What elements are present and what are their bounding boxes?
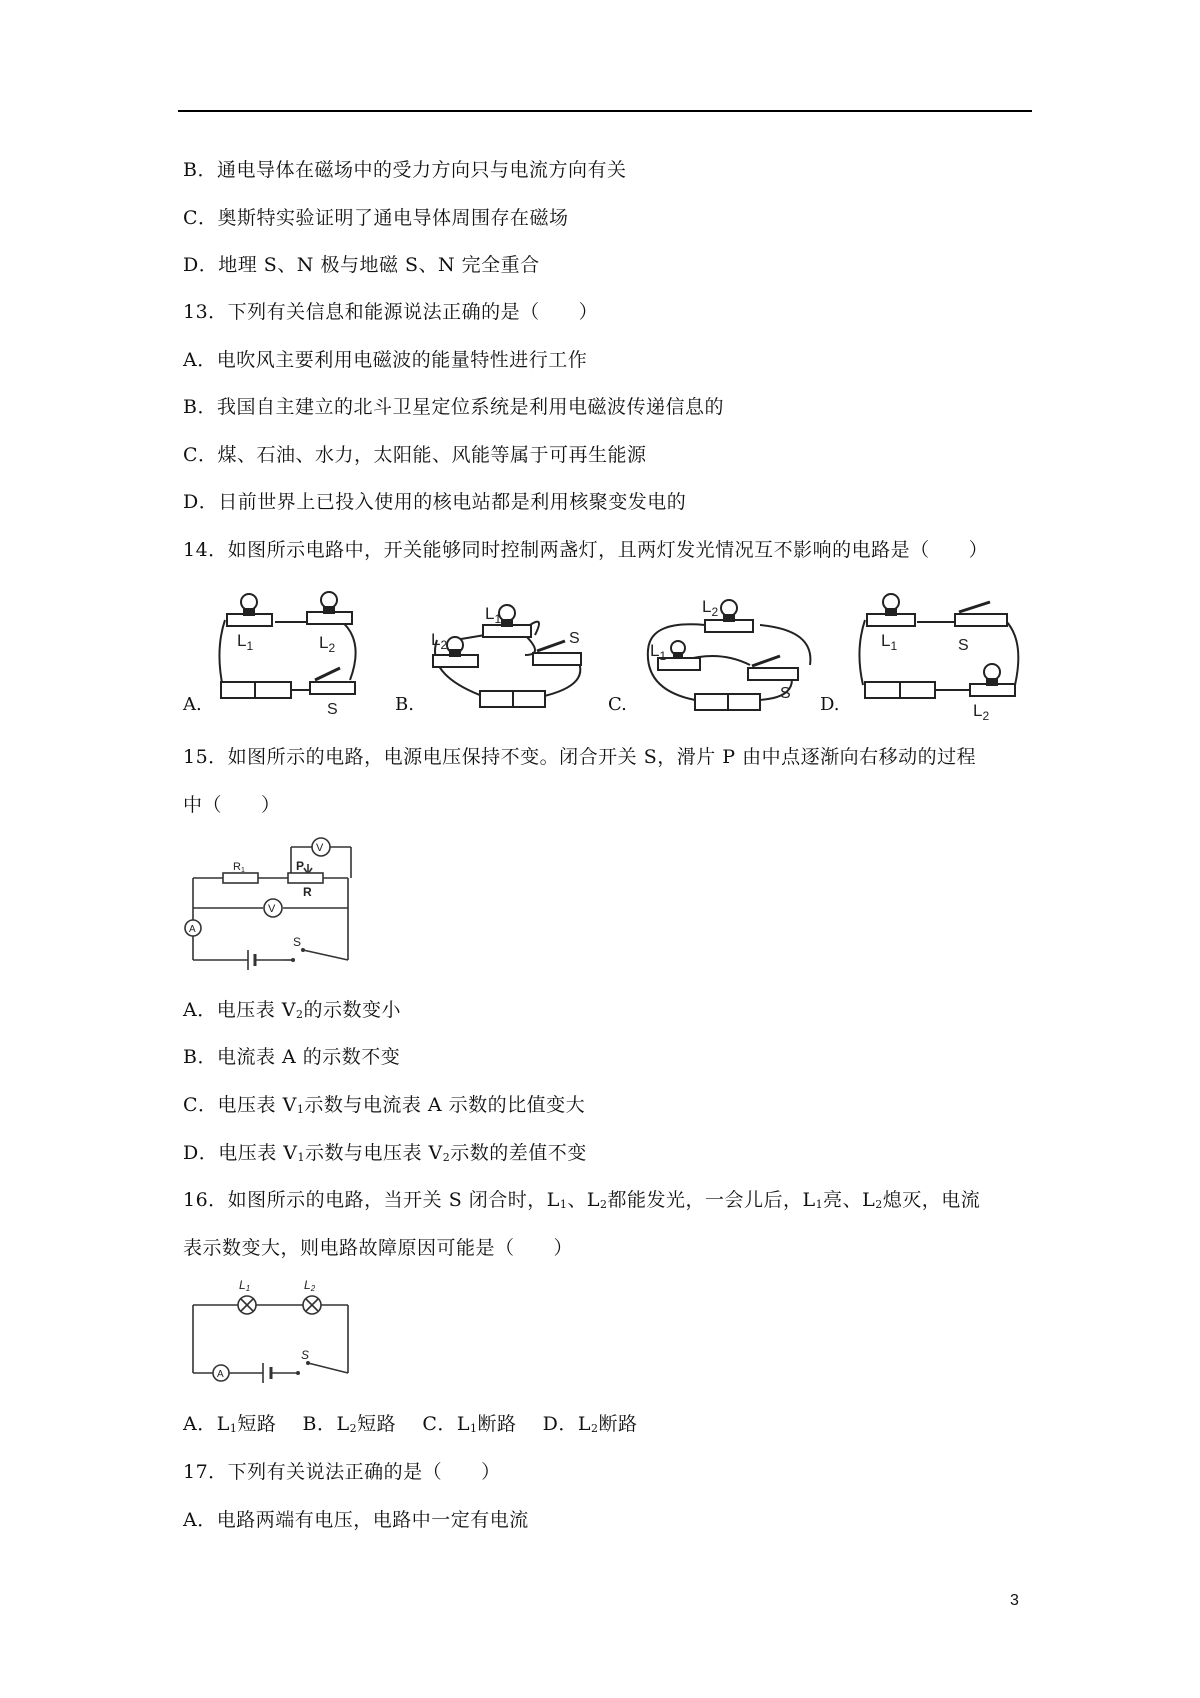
switch-s-icon: [310, 668, 355, 694]
q14-circuit-c: [640, 590, 820, 720]
svg-text:V: V: [268, 903, 276, 915]
q13-option-a: A．电吹风主要利用电磁波的能量特性进行工作: [183, 349, 588, 371]
svg-text:L2: $L_2$: [973, 701, 990, 723]
q14-label-d: D.: [820, 694, 840, 715]
battery-icon: [248, 950, 255, 970]
q15-stem-line1: 15．如图所示的电路，电源电压保持不变。闭合开关 S，滑片 P 由中点逐渐向右移动的过程: [183, 746, 977, 768]
q16-options: A．$L_1$短路 B．$L_2$短路 C．$L_1$断路 D．$L_2$断路: [183, 1413, 638, 1435]
lamp-l2-icon: [970, 664, 1015, 696]
q13-stem: 13．下列有关信息和能源说法正确的是（ ）: [183, 301, 599, 323]
q13-option-d: D．日前世界上已投入使用的核电站都是利用核聚变发电的: [183, 491, 687, 513]
page-number: 3: [1010, 1592, 1019, 1609]
q14-stem: 14．如图所示电路中，开关能够同时控制两盏灯，且两灯发光情况互不影响的电路是（ ）: [183, 539, 989, 561]
lamp-l1-icon: [227, 594, 272, 626]
svg-text:L2: $L_2$: [319, 633, 336, 655]
rheostat-r: [288, 873, 323, 883]
svg-text:A: A: [189, 924, 196, 935]
q16-circuit: [183, 1275, 358, 1390]
svg-text:L2: $L_2$: [702, 597, 719, 619]
q16-stem-line1: 16．如图所示的电路，当开关 S 闭合时，$L_1$、$L_2$都能发光，一会儿后，$L_1$亮、$L_2$熄灭，电流: [183, 1189, 981, 1211]
header-rule: [178, 110, 1032, 112]
switch-s-icon: [748, 656, 798, 680]
lamp-l1-icon: [238, 1296, 256, 1314]
lamp-l1-icon: [867, 594, 915, 626]
q14-label-a: A.: [183, 694, 202, 715]
svg-text:L1: $L_1$: [881, 631, 898, 653]
q14-label-b: B.: [395, 694, 414, 715]
switch-s-icon: [955, 602, 1007, 626]
q14-circuit-d: [855, 590, 1025, 725]
svg-text:S: S: [780, 685, 791, 702]
svg-text:S: S: [301, 1348, 310, 1362]
q15-circuit: [183, 832, 358, 972]
q16-stem-line2: 表示数变大，则电路故障原因可能是（ ）: [183, 1237, 574, 1259]
lamp-l2-icon: [303, 1296, 321, 1314]
svg-text:R: R: [303, 885, 312, 899]
q14-circuit-b: [425, 595, 605, 720]
svg-text:L1: L1: [239, 1278, 251, 1293]
q17-option-a: A．电路两端有电压，电路中一定有电流: [183, 1509, 529, 1531]
q17-stem: 17．下列有关说法正确的是（ ）: [183, 1461, 501, 1483]
q15-option-a: A．电压表 $V_2$的示数变小: [183, 999, 401, 1021]
svg-text:L1: $L_1$: [237, 631, 254, 653]
svg-text:S: S: [293, 935, 302, 949]
svg-text:L2: $L_2$: [431, 630, 448, 652]
q15-option-c: C．电压表 $V_1$示数与电流表 A 示数的比值变大: [183, 1094, 586, 1116]
q12-option-c: C．奥斯特实验证明了通电导体周围存在磁场: [183, 207, 569, 229]
q15-stem-line2: 中（ ）: [183, 794, 281, 816]
resistor-r1: [223, 873, 258, 883]
lamp-l2-icon: [307, 592, 352, 624]
svg-text:A: A: [217, 1369, 224, 1380]
q15-option-d: D．电压表 $V_1$示数与电压表 $V_2$示数的差值不变: [183, 1142, 587, 1164]
battery-icon: [695, 694, 760, 710]
svg-text:P: P: [296, 859, 305, 873]
svg-text:S: S: [327, 701, 338, 715]
q15-option-b: B．电流表 A 的示数不变: [183, 1046, 401, 1068]
q13-option-b: B．我国自主建立的北斗卫星定位系统是利用电磁波传递信息的: [183, 396, 724, 418]
q13-option-c: C．煤、石油、水力，太阳能、风能等属于可再生能源: [183, 444, 647, 466]
svg-text:L1: $L_1$: [650, 641, 667, 663]
battery-icon: [221, 682, 291, 698]
svg-text:L2: L2: [304, 1278, 316, 1293]
battery-icon: [480, 691, 545, 707]
q12-option-d: D．地理 S、N 极与地磁 S、N 完全重合: [183, 254, 540, 276]
battery-icon: [263, 1363, 271, 1383]
q14-circuit-a: [215, 590, 385, 715]
svg-text:S: S: [958, 637, 969, 654]
q14-label-c: C.: [608, 694, 627, 715]
svg-text:L1: $L_1$: [485, 604, 502, 626]
svg-text:R1: R1: [233, 861, 245, 874]
svg-text:S: S: [569, 630, 580, 647]
battery-icon: [865, 682, 935, 698]
q12-option-b: B．通电导体在磁场中的受力方向只与电流方向有关: [183, 159, 627, 181]
svg-text:V: V: [316, 842, 324, 854]
